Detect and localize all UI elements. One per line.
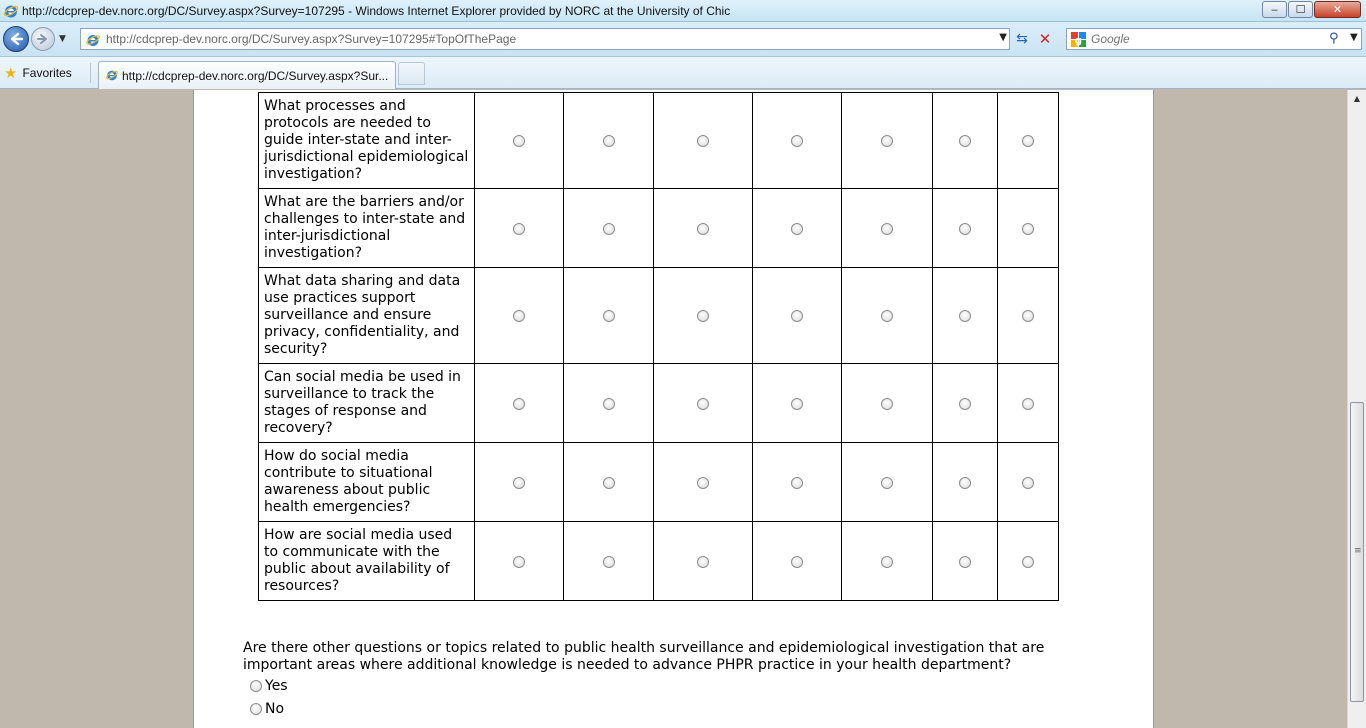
rating-cell [564,93,654,189]
rating-radio[interactable] [959,398,971,410]
option-no[interactable] [250,701,284,717]
rating-cell [998,268,1059,364]
grid-row [259,268,1059,364]
question-text: How are social media used to communicate with the public about availability of resources? [259,522,475,601]
rating-radio[interactable] [697,310,709,322]
rating-radio[interactable] [603,135,615,147]
rating-cell [475,522,564,601]
new-tab-button[interactable] [398,62,425,85]
rating-cell [998,93,1059,189]
favorites-star-icon: ★ [4,65,18,82]
stop-button[interactable]: ✕ [1038,30,1052,48]
rating-cell [998,443,1059,522]
back-arrow-icon [9,32,23,46]
rating-radio[interactable] [603,223,615,235]
rating-radio[interactable] [791,556,803,568]
rating-radio[interactable] [603,398,615,410]
rating-radio[interactable] [513,556,525,568]
rating-radio[interactable] [1022,477,1034,489]
rating-cell [842,189,933,268]
rating-radio[interactable] [791,223,803,235]
tab-title: http://cdcprep-dev.norc.org/DC/Survey.aspx?Sur... [122,69,389,83]
rating-cell [475,93,564,189]
rating-radio[interactable] [697,223,709,235]
rating-cell [933,364,998,443]
rating-cell [933,93,998,189]
rating-radio[interactable] [603,310,615,322]
rating-cell [998,522,1059,601]
option-no-label: No [265,701,285,717]
rating-radio[interactable] [697,398,709,410]
rating-cell [654,522,753,601]
rating-cell [564,443,654,522]
grid-row [259,364,1059,443]
grid-row [259,93,1059,189]
radio-yes[interactable] [250,680,262,692]
rating-cell [842,268,933,364]
rating-radio[interactable] [1022,398,1034,410]
rating-radio[interactable] [697,556,709,568]
search-icon[interactable]: ⚲ [1329,31,1339,46]
page-viewport [0,90,1347,728]
rating-radio[interactable] [1022,556,1034,568]
rating-cell [998,364,1059,443]
rating-cell [842,443,933,522]
tab-ie-icon [105,68,119,82]
rating-radio[interactable] [513,477,525,489]
rating-radio[interactable] [513,310,525,322]
rating-cell [654,443,753,522]
rating-cell [842,522,933,601]
rating-radio[interactable] [959,223,971,235]
rating-cell [753,522,842,601]
recent-pages-dropdown[interactable]: ▼ [59,34,66,44]
rating-radio[interactable] [881,556,893,568]
rating-cell [564,522,654,601]
ie-logo-icon [3,3,19,19]
search-options-dropdown[interactable]: ▼ [1350,32,1358,43]
address-url[interactable]: http://cdcprep-dev.norc.org/DC/Survey.aspx?Survey=107295#TopOfThePage [106,32,517,46]
rating-cell [933,443,998,522]
scroll-up-button[interactable]: ▲ [1353,94,1361,103]
grid-row [259,189,1059,268]
search-box[interactable] [1066,28,1362,50]
rating-cell [998,189,1059,268]
google-icon [1071,32,1086,47]
address-dropdown[interactable]: ▼ [999,32,1007,43]
rating-cell [654,93,753,189]
minimize-button[interactable]: ‒ [1262,1,1287,18]
forward-button[interactable] [31,27,55,51]
rating-radio[interactable] [881,135,893,147]
rating-radio[interactable] [881,223,893,235]
rating-cell [753,189,842,268]
maximize-button[interactable]: ☐ [1288,1,1313,18]
rating-cell [753,268,842,364]
question-text: What are the barriers and/or challenges to inter-state and inter-jurisdictional investigation? [259,189,475,268]
question-text: How do social media contribute to situational awareness about public health emergencies? [259,443,475,522]
rating-radio[interactable] [1022,223,1034,235]
rating-radio[interactable] [1022,310,1034,322]
rating-cell [654,189,753,268]
rating-radio[interactable] [697,477,709,489]
rating-radio[interactable] [959,477,971,489]
option-yes-label: Yes [265,678,288,694]
rating-radio[interactable] [603,556,615,568]
question-text: Can social media be used in surveillance to track the stages of response and recovery? [259,364,475,443]
rating-cell [933,522,998,601]
option-yes[interactable] [250,678,288,694]
rating-radio[interactable] [791,477,803,489]
rating-cell [753,93,842,189]
rating-cell [475,443,564,522]
toolbar-divider [90,63,91,83]
refresh-button[interactable]: ⇆ [1016,31,1028,47]
rating-cell [842,93,933,189]
rating-cell [753,364,842,443]
rating-cell [564,268,654,364]
favorites-label: Favorites [22,66,72,80]
question-text: What processes and protocols are needed to guide inter-state and inter-jurisdictional epidemiological investigation? [259,93,475,189]
navigation-bar [0,22,1366,57]
followup-question: Are there other questions or topics related to public health surveillance and epidemiological investigation that are important areas where additional knowledge is needed to advance PHPR practice in your health department? [243,640,1045,673]
rating-grid [258,92,1059,601]
rating-radio[interactable] [513,398,525,410]
scroll-grip-icon: ≡ [1354,546,1362,556]
page-ie-icon [85,32,101,48]
search-input[interactable] [1091,31,1321,47]
grid-row [259,443,1059,522]
rating-cell [475,189,564,268]
survey-page [193,90,1154,728]
rating-cell [654,364,753,443]
tab-survey[interactable] [98,61,396,89]
forward-arrow-icon [37,33,49,45]
favorites-button[interactable] [4,63,72,83]
svg-text:g: g [1074,35,1083,47]
rating-radio[interactable] [959,135,971,147]
rating-radio[interactable] [881,310,893,322]
window-title-bar [0,0,1366,22]
close-window-button[interactable]: ✕ [1314,1,1361,18]
rating-radio[interactable] [791,135,803,147]
rating-radio[interactable] [697,135,709,147]
rating-cell [475,268,564,364]
window-title: http://cdcprep-dev.norc.org/DC/Survey.aspx?Survey=107295 - Windows Internet Explorer provided by NORC at the University of Chic [22,4,731,18]
rating-radio[interactable] [791,398,803,410]
rating-cell [933,268,998,364]
rating-cell [842,364,933,443]
rating-cell [933,189,998,268]
tab-row [0,57,1366,89]
rating-radio[interactable] [603,477,615,489]
rating-radio[interactable] [513,135,525,147]
vertical-scrollbar[interactable] [1347,90,1366,728]
rating-radio[interactable] [881,477,893,489]
rating-radio[interactable] [791,310,803,322]
rating-radio[interactable] [959,310,971,322]
rating-cell [753,443,842,522]
rating-radio[interactable] [1022,135,1034,147]
rating-cell [564,189,654,268]
rating-radio[interactable] [513,223,525,235]
rating-radio[interactable] [959,556,971,568]
grid-row [259,522,1059,601]
scroll-thumb[interactable] [1350,402,1364,702]
rating-cell [654,268,753,364]
address-bar[interactable] [80,28,1010,50]
rating-cell [564,364,654,443]
rating-cell [475,364,564,443]
rating-radio[interactable] [881,398,893,410]
back-button[interactable] [3,26,29,52]
question-text: What data sharing and data use practices support surveillance and ensure privacy, confidentiality, and security? [259,268,475,364]
radio-no[interactable] [250,703,262,715]
